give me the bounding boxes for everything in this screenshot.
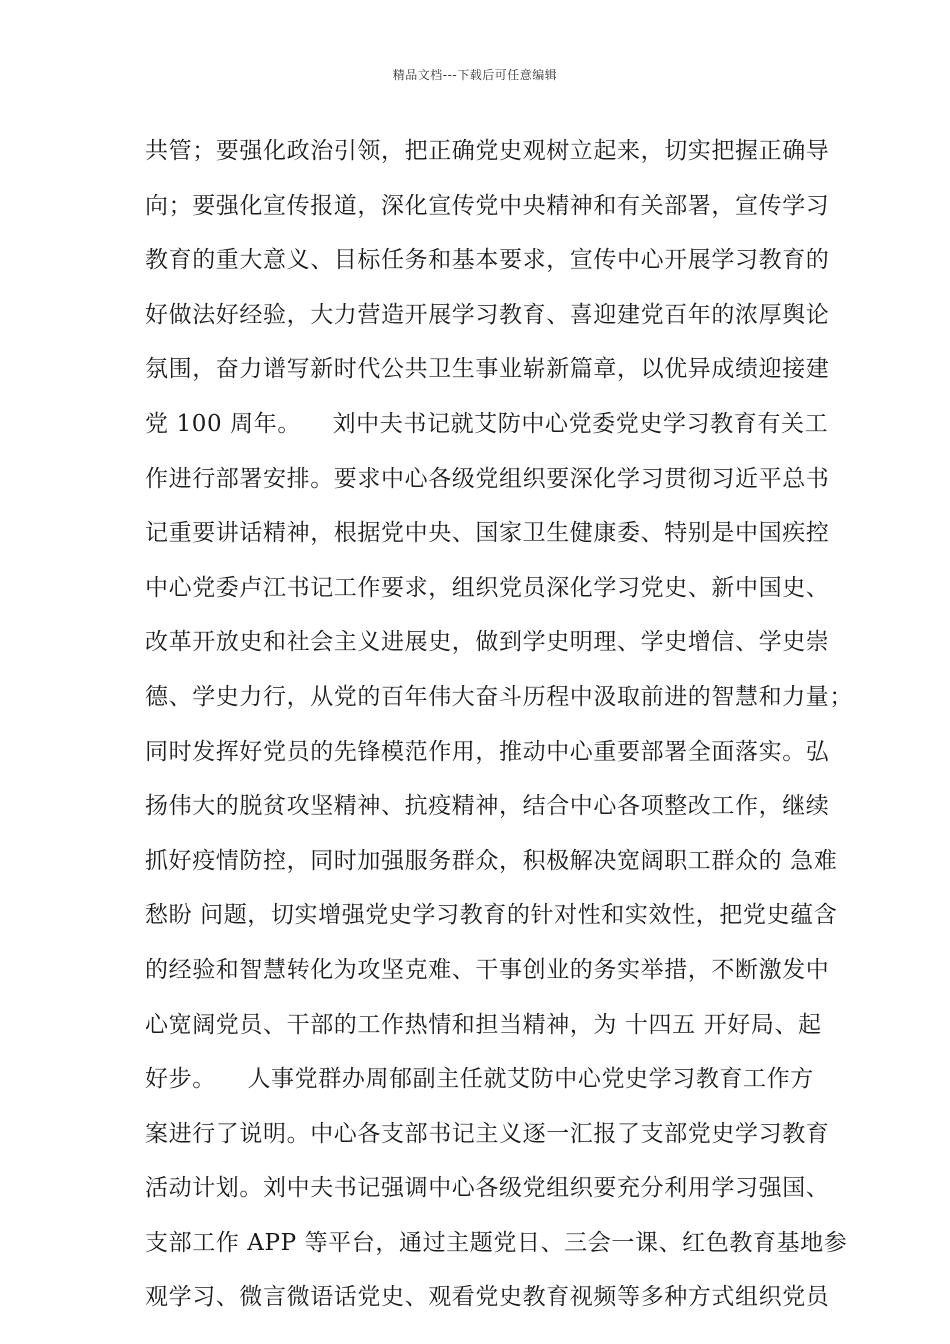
text-line: 活动计划。刘中夫书记强调中心各级党组织要充分利用学习强国、 [145, 1175, 830, 1202]
document-body [145, 131, 853, 1332]
text-line: 中心党委卢江书记工作要求，组织党员深化学习党史、新中国史、 [145, 574, 830, 601]
text-line: 共管；要强化政治引领，把正确党史观树立起来，切实把握正确导 [145, 138, 830, 164]
text-line: 的经验和智慧转化为攻坚克难、干事创业的务实举措，不断激发中 [145, 956, 830, 983]
text-line: 同时发挥好党员的先锋模范作用，推动中心重要部署全面落实。弘 [145, 738, 830, 765]
text-line: 记重要讲话精神，根据党中央、国家卫生健康委、特别是中国疾控 [145, 520, 830, 547]
text-line: 愁盼 问题，切实增强党史学习教育的针对性和实效性，把党史蕴含 [145, 902, 838, 929]
text-line: 观学习、微言微语话党史、观看党史教育视频等多种方式组织党员 [145, 1284, 830, 1311]
text-line: 党 100 周年。 刘中夫书记就艾防中心党委党史学习教育有关工 [145, 410, 829, 437]
text-line: 支部工作 APP 等平台，通过主题党日、三会一课、红色教育基地参 [145, 1229, 848, 1256]
text-line: 好做法好经验，大力营造开展学习教育、喜迎建党百年的浓厚舆论 [145, 301, 830, 328]
text-line: 心宽阔党员、干部的工作热情和担当精神，为 十四五 开好局、起 [145, 1011, 822, 1038]
text-line: 作进行部署安排。要求中心各级党组织要深化学习贯彻习近平总书 [145, 465, 830, 492]
text-line: 氛围，奋力谱写新时代公共卫生事业崭新篇章，以优异成绩迎接建 [145, 356, 830, 383]
text-line: 向；要强化宣传报道，深化宣传党中央精神和有关部署，宣传学习 [145, 192, 830, 219]
text-line: 教育的重大意义、目标任务和基本要求，宣传中心开展学习教育的 [145, 247, 830, 274]
text-line: 扬伟大的脱贫攻坚精神、抗疫精神，结合中心各项整改工作，继续 [145, 793, 830, 820]
text-line: 改革开放史和社会主义进展史，做到学史明理、学史增信、学史崇 [145, 629, 830, 656]
page-header: 精品文档---下载后可任意编辑 [392, 68, 558, 82]
text-line: 案进行了说明。中心各支部书记主义逐一汇报了支部党史学习教育 [145, 1120, 830, 1147]
text-line: 抓好疫情防控，同时加强服务群众，积极解决宽阔职工群众的 急难 [145, 847, 838, 874]
text-line: 好步。 人事党群办周郁副主任就艾防中心党史学习教育工作方 [145, 1066, 814, 1093]
text-line: 德、学史力行，从党的百年伟大奋斗历程中汲取前进的智慧和力量； [145, 683, 853, 710]
